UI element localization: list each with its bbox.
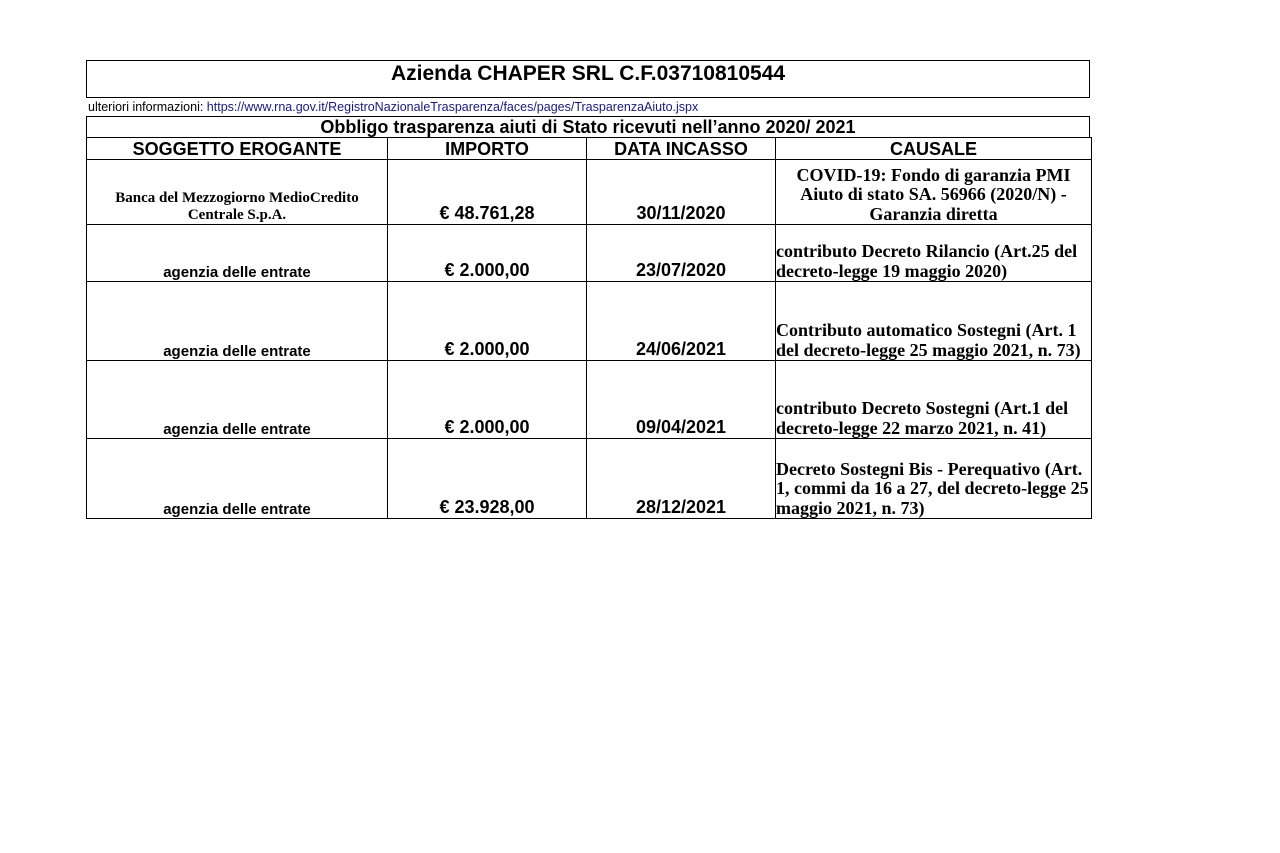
cell-soggetto: agenzia delle entrate [87,282,388,361]
cell-data: 30/11/2020 [587,160,776,225]
cell-data: 28/12/2021 [587,439,776,519]
table-row [87,282,1092,361]
cell-soggetto: agenzia delle entrate [87,225,388,282]
info-line [88,100,698,114]
column-header-data: DATA INCASSO [587,138,776,160]
cell-soggetto: Banca del Mezzogiorno MedioCredito Centrale S.p.A. [87,160,388,225]
cell-causale: COVID-19: Fondo di garanzia PMI Aiuto di stato SA. 56966 (2020/N) - Garanzia diretta [776,160,1092,225]
cell-soggetto: agenzia delle entrate [87,439,388,519]
column-header-causale: CAUSALE [776,138,1092,160]
table-row [87,361,1092,439]
cell-data: 23/07/2020 [587,225,776,282]
cell-soggetto: agenzia delle entrate [87,361,388,439]
table-row [87,160,1092,225]
column-header-importo: IMPORTO [388,138,587,160]
cell-causale: Contributo automatico Sostegni (Art. 1 del decreto-legge 25 maggio 2021, n. 73) [776,282,1092,361]
cell-importo: € 2.000,00 [388,225,587,282]
table-row [87,439,1092,519]
cell-causale: contributo Decreto Sostegni (Art.1 del decreto-legge 22 marzo 2021, n. 41) [776,361,1092,439]
info-link[interactable]: https://www.rna.gov.it/RegistroNazionaleTrasparenza/faces/pages/TrasparenzaAiuto.jspx [206,100,699,114]
cell-data: 09/04/2021 [587,361,776,439]
cell-data: 24/06/2021 [587,282,776,361]
info-label: ulteriori informazioni: [88,100,207,114]
document-title: Azienda CHAPER SRL C.F.03710810544 [86,60,1090,98]
column-header-soggetto: SOGGETTO EROGANTE [87,138,388,160]
cell-importo: € 2.000,00 [388,361,587,439]
cell-importo: € 23.928,00 [388,439,587,519]
cell-causale: contributo Decreto Rilancio (Art.25 del decreto-legge 19 maggio 2020) [776,225,1092,282]
table-header-row [87,138,1092,160]
cell-importo: € 2.000,00 [388,282,587,361]
document-subtitle: Obbligo trasparenza aiuti di Stato ricevuti nell’anno 2020/ 2021 [86,116,1090,138]
cell-importo: € 48.761,28 [388,160,587,225]
table-row [87,225,1092,282]
aid-table [86,137,1092,519]
cell-causale: Decreto Sostegni Bis - Perequativo (Art. 1, commi da 16 a 27, del decreto-legge 25 maggio 2021, n. 73) [776,439,1092,519]
